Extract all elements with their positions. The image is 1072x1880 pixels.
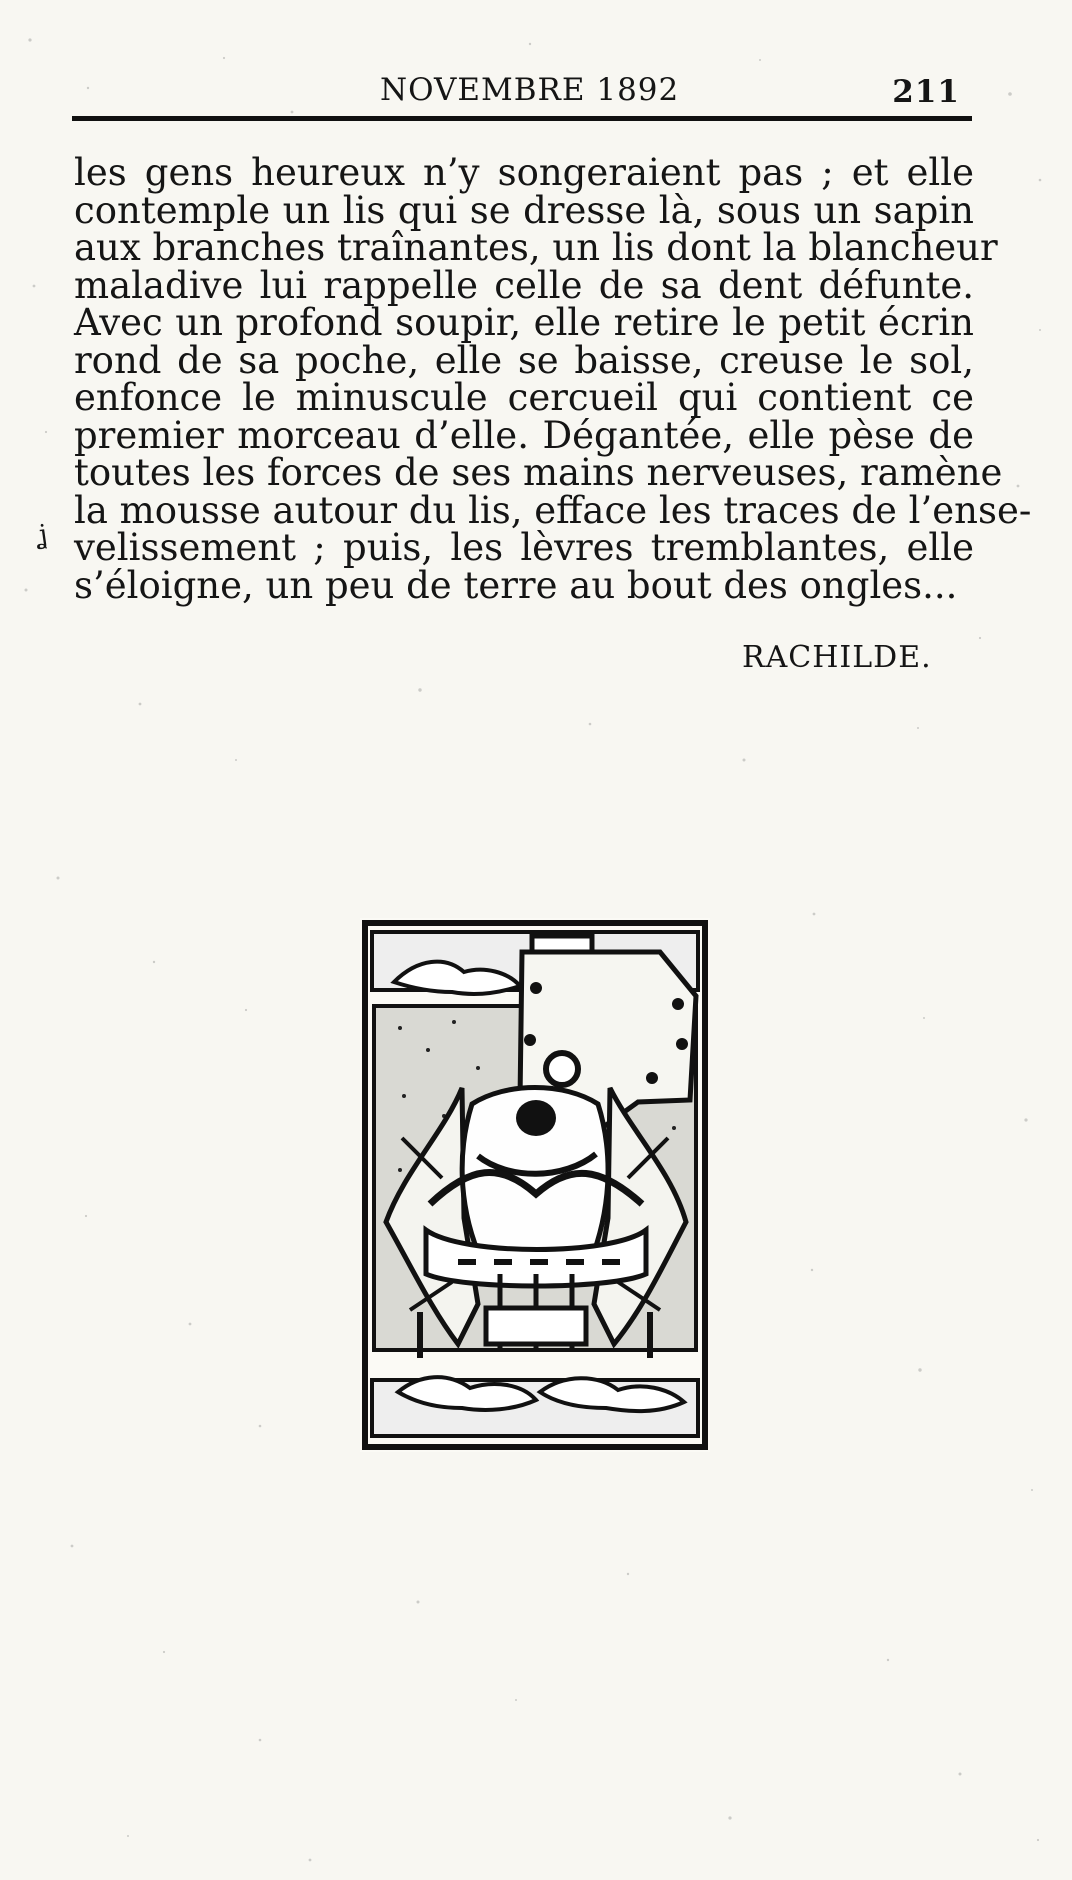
running-title: NOVEMBRE 1892: [380, 72, 680, 108]
ornament-illustration: [360, 918, 710, 1452]
margin-mark: ʝ: [35, 519, 50, 551]
body-line: velissement ; puis, les lèvres tremblantes, elle: [74, 526, 974, 569]
body-line: enfonce le minuscule cercueil qui contient ce: [74, 376, 974, 419]
article-body: [74, 151, 1032, 607]
page-number: 211: [892, 74, 960, 110]
body-line: maladive lui rappelle celle de sa dent défunte.: [74, 263, 974, 307]
body-line: s’éloigne, un peu de terre au bout des ongles...: [74, 563, 958, 607]
body-line: rond de sa poche, elle se baisse, creuse le sol,: [74, 338, 974, 382]
body-line: Avec un profond soupir, elle retire le petit écrin: [74, 301, 974, 344]
body-line: premier morceau d’elle. Dégantée, elle pèse de: [74, 413, 974, 457]
body-line: les gens heureux n’y songeraient pas ; et elle: [74, 151, 974, 194]
header-rule: [72, 116, 972, 121]
woodcut-ornament: [360, 918, 710, 1452]
body-line: contemple un lis qui se dresse là, sous un sapin: [74, 188, 974, 232]
body-line: toutes les forces de ses mains nerveuses, ramène: [74, 451, 1003, 494]
author-signature: RACHILDE.: [742, 640, 932, 675]
body-line: la mousse autour du lis, efface les traces de l’ense-: [74, 488, 1032, 532]
body-line: aux branches traînantes, un lis dont la blancheur: [74, 226, 998, 269]
running-header: [72, 62, 972, 124]
